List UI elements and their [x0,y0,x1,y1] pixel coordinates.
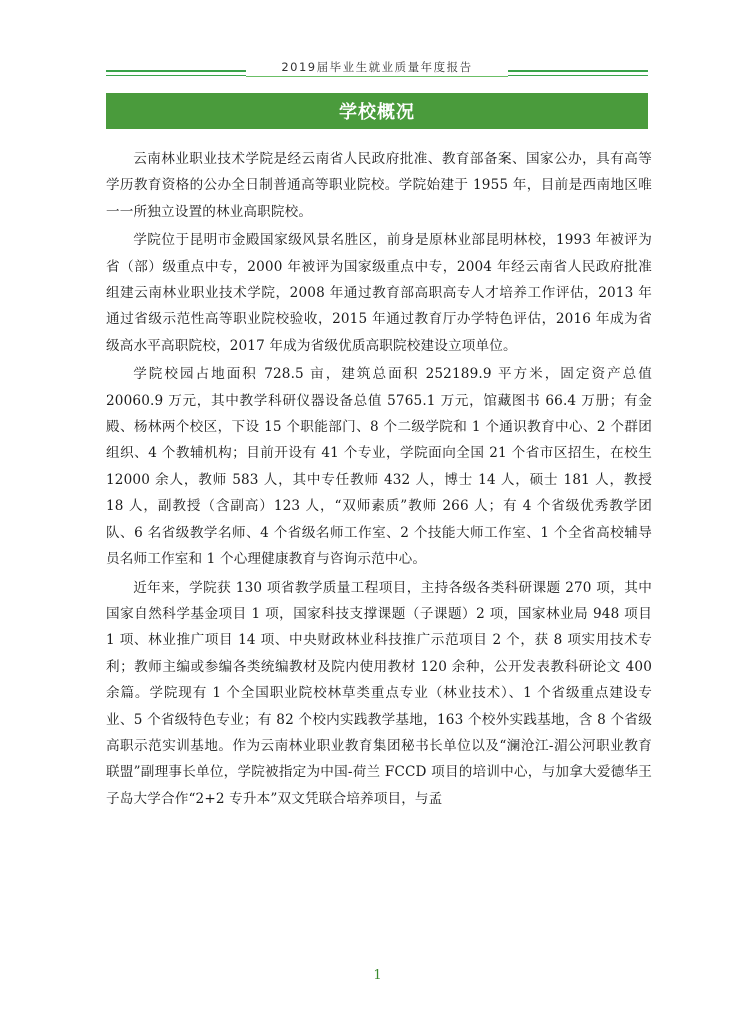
section-banner [106,93,648,129]
paragraph-history: 学院位于昆明市金殿国家级风景名胜区，前身是原林业部昆明林校，1993 年被评为省（部）级重点中专，2000 年被评为国家级重点中专，2004 年经云南省人民政府批准组建云南林业职业技术学院，2008 年通过教育部高职高专人才培养工作评估，2013 年通过省级示范性高等职业院校验收，2015 年通过教育厅办学特色评估，2016 年成为省级高水平高职院校，2017 年成为省级优质高职院校建设立项单位。 [106,232,652,354]
section-title: 学校概况 [339,102,415,123]
header-right-line-bottom [508,75,648,76]
paragraph-campus: 学院校园占地面积 728.5 亩，建筑总面积 252189.9 平方米，固定资产总值 20060.9 万元，其中教学科研仪器设备总值 5765.1 万元，馆藏图书 66.4 万册；有金殿、杨林两个校区，下设 15 个职能部门、8 个二级学院和 1 个通识教育中心、2 个群团组织、4 个教辅机构；目前开设有 41 个专业，学院面向全国 21 个省市区招生，在校生 12000 余人，教师 583 人，其中专任教师 432 人，博士 14 人，硕士 181 人，教授 18 人，副教授（含副高）123 人，“双师素质”教师 266 人；有 4 个省级优秀教学团队、6 名省级教学名师、4 个省级名师工作室、2 个技能大师工作室、1 个全省高校辅导员名师工作室和 1 个心理健康教育与咨询示范中心。 [106,366,652,568]
header-right-line-top [508,70,648,72]
body-text [106,146,652,814]
paragraph-intro: 云南林业职业技术学院是经云南省人民政府批准、教育部备案、国家公办，具有高等学历教育资格的公办全日制普通高等职业院校。学院始建于 1955 年，目前是西南地区唯一一所独立设置的林业高职院校。 [106,151,652,220]
page-header [106,60,648,80]
page-number: 1 [373,968,382,983]
header-underline [246,76,508,77]
header-title: 2019届毕业生就业质量年度报告 [281,60,473,74]
paragraph-achievements: 近年来，学院获 130 项省教学质量工程项目，主持各级各类科研课题 270 项，其中国家自然科学基金项目 1 项，国家科技支撑课题（子课题）2 项，国家林业局 948 项目 1 项、林业推广项目 14 项、中央财政林业科技推广示范项目 2 个，获 8 项实用技术专利；教师主编或参编各类统编教材及院内使用教材 120 余种，公开发表教科研论文 400 余篇。学院现有 1 个全国职业院校林草类重点专业（林业技术）、1 个省级重点建设专业、5 个省级特色专业；有 82 个校内实践教学基地，163 个校外实践基地，含 8 个省级高职示范实训基地。作为云南林业职业教育集团秘书长单位以及“澜沧江-湄公河职业教育联盟”副理事长单位，学院被指定为中国-荷兰 FCCD 项目的培训中心，与加拿大爱德华王子岛大学合作“2+2 专升本”双文凭联合培养项目，与孟 [106,579,652,807]
header-left-line-bottom [106,75,246,76]
